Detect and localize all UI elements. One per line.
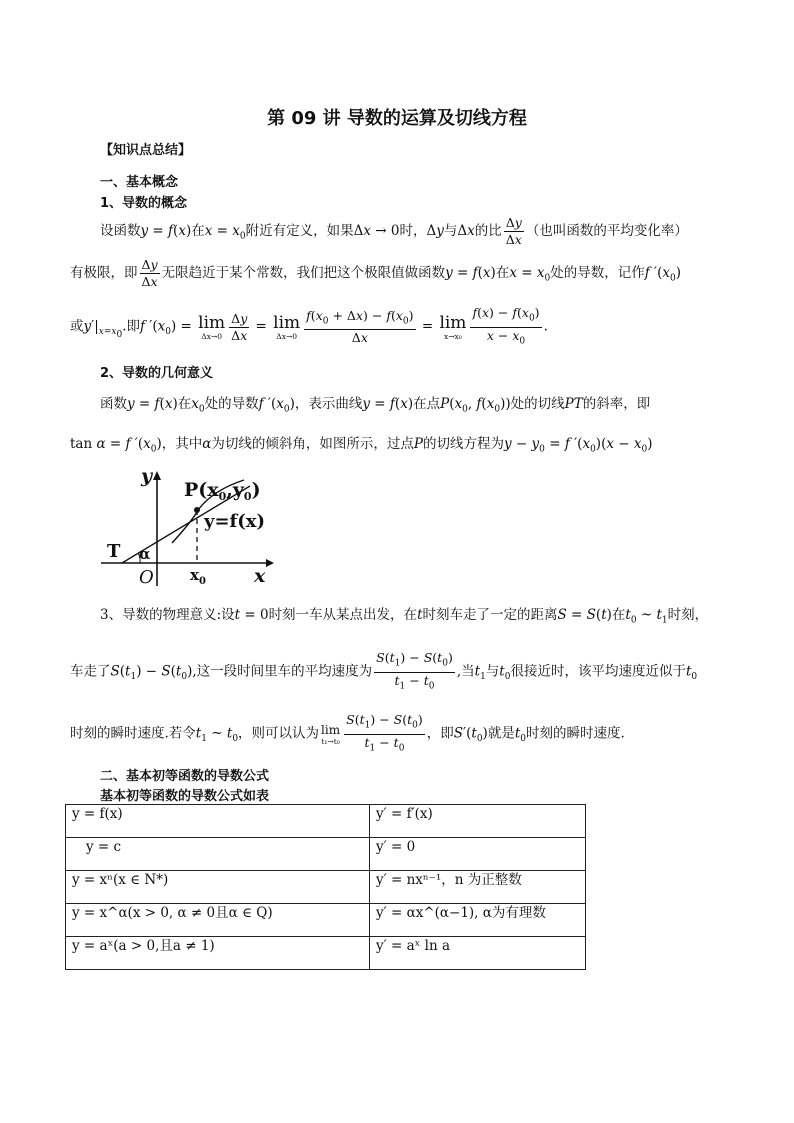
y-axis-arrow-icon xyxy=(153,471,161,480)
curve-label: y=f(x) xyxy=(204,511,266,532)
t-label: T xyxy=(107,541,121,562)
origin-label: O xyxy=(139,567,154,588)
table-cell-function: y = f(x) xyxy=(66,805,370,838)
derivative-limit-formula: 或$y'|_{x=x_0}$.即f $'(x_0)$ = lim Δx→0 $\frac{\Delta y}{\Delta x}$ = lim Δx→0 $\frac{f(x_0 + \Delta x) - f(x_0)}{\Delta x}$ = lim x→x₀ $\frac{f(x) - f(x_0)}{x - x_0}$ . xyxy=(70,305,548,346)
tangent-line-figure xyxy=(98,468,288,590)
subsection2-heading: 2、导数的几何意义 xyxy=(100,366,214,381)
geometric-meaning-line2: tan α = f $'(x_0)$，其中α为切线的倾斜角，如图所示，过点P的切线方程为$y - y_0 = f$ $'(x_0)(x - x_0)$ xyxy=(70,436,653,455)
table-cell-derivative: y′ = nxⁿ⁻¹，n 为正整数 xyxy=(370,871,586,904)
table-row xyxy=(66,805,586,838)
alpha-label: α xyxy=(139,545,151,563)
derivative-definition-line2: 有极限，即 $\frac{\Delta y}{\Delta x}$ 无限趋近于某个常数，我们把这个极限值做函数y = f(x)在$x = x_0$处的导数，记作f $'(x_0)$ xyxy=(70,257,681,289)
section2-heading: 二、基本初等函数的导数公式 xyxy=(100,769,270,784)
table-row xyxy=(66,937,586,970)
physical-meaning-line2: 车走了$S(t_1) - S(t_0)$,这一段时间里车的平均速度为 $\frac{S(t_1) - S(t_0)}{t_1 - t_0}$ ,当$t_1$与$t_0$很接近时，该平均速度近似于$t_0$ xyxy=(70,650,698,691)
point-p-marker xyxy=(194,507,200,513)
section1-heading: 一、基本概念 xyxy=(100,175,179,190)
table-row xyxy=(66,904,586,937)
table-cell-function: y = xⁿ(x ∈ N*) xyxy=(66,871,370,904)
geometric-meaning-line1: 函数y = f(x)在$x_0$处的导数f $'(x_0)$，表示曲线y = f(x)在点$P(x_0$, $f(x_0)$)处的切线PT的斜率，即 xyxy=(100,396,651,415)
table-cell-derivative: y′ = f′(x) xyxy=(370,805,586,838)
subsection1-heading: 1、导数的概念 xyxy=(100,196,188,211)
y-axis-label: y xyxy=(141,468,153,487)
page-title: 第 09 讲 导数的运算及切线方程 xyxy=(267,108,527,129)
table-cell-function: y = c xyxy=(66,838,370,871)
table-cell-function: y = x^α(x > 0, α ≠ 0且α ∈ Q) xyxy=(66,904,370,937)
x-axis-label: x xyxy=(254,565,266,587)
physical-meaning-line1: 3、导数的物理意义:设t = 0时刻一车从某点出发，在t时刻车走了一定的距离S = S(t)在$t_0$ ~ $t_1$时刻， xyxy=(100,607,709,626)
table-row xyxy=(66,838,586,871)
point-p-label: $P(x_0,y_0)$ xyxy=(184,479,261,503)
table-cell-function: y = aˣ(a > 0,且a ≠ 1) xyxy=(66,937,370,970)
summary-heading: 【知识点总结】 xyxy=(100,143,192,158)
x0-label: $x_0$ xyxy=(190,566,206,587)
section2-subheading: 基本初等函数的导数公式如表 xyxy=(100,789,270,804)
derivative-definition-line1: 设函数y = f(x)在$x = x_0$附近有定义，如果Δx → 0时，Δy与Δx的比 $\frac{\Delta y}{\Delta x}$ （也叫函数的平均变化率） xyxy=(100,215,688,247)
table-cell-derivative: y′ = aˣ ln a xyxy=(370,937,586,970)
derivative-formula-table xyxy=(65,804,586,970)
x-axis-arrow-icon xyxy=(266,559,274,567)
physical-meaning-line3: 时刻的瞬时速度.若令$t_1$ ~ $t_0$，则可以认为 lim t₁→t₀ $\frac{S(t_1) - S(t_0)}{t_1 - t_0}$ ，即$S'(t_0)$就是$t_0$时刻的瞬时速度. xyxy=(70,712,625,753)
table-cell-derivative: y′ = 0 xyxy=(370,838,586,871)
table-cell-derivative: y′ = αx^(α−1), α为有理数 xyxy=(370,904,586,937)
table-row xyxy=(66,871,586,904)
